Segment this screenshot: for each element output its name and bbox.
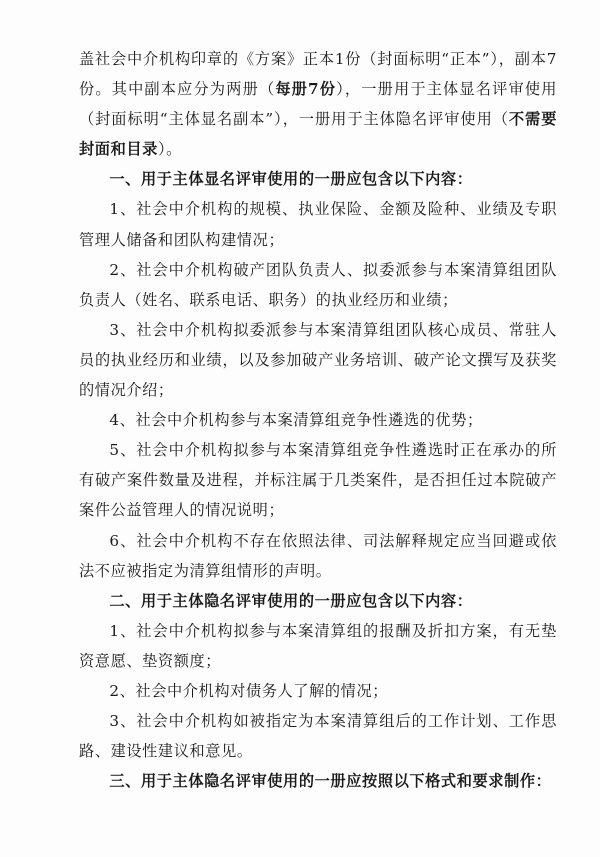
intro-bold-1: 每册7份	[275, 80, 337, 99]
intro-text-3: ）。	[157, 140, 182, 159]
section-2-item-3: 3、社会中介机构如被指定为本案清算组后的工作计划、工作思路、建设性建议和意见。	[79, 712, 557, 761]
section-1-item-3: 3、社会中介机构拟委派参与本案清算组团队核心成员、常驻人员的执业经历和业绩，以及参加破产业务培训、破产论文撰写及获奖的情况介绍；	[79, 320, 557, 400]
section-2-item-1: 1、社会中介机构拟参与本案清算组的报酬及折扣方案，有无垫资意愿、垫资额度；	[79, 621, 557, 670]
section-1-item-5: 5、社会中介机构拟参与本案清算组竞争性遴选时正在承办的所有破产案件数量及进程，并标注属于几类案件，是否担任过本院破产案件公益管理人的情况说明；	[79, 441, 557, 520]
section-1-item-6: 6、社会中介机构不存在依照法律、司法解释规定应当回避或依法不应被指定为清算组情形的声明。	[79, 531, 557, 580]
section-1-heading: 一、用于主体显名评审使用的一册应包含以下内容：	[109, 170, 473, 189]
intro-bold-2: 不需要封面和目录	[79, 110, 557, 159]
section-3-heading: 三、用于主体隐名评审使用的一册应按照以下格式和要求制作：	[109, 772, 552, 791]
intro-text-1: 盖社会中介机构印章的《方案》正本1份（封面标明“正本”），副本7份。其中副本应分为两册（	[79, 50, 557, 99]
intro-paragraph	[79, 44, 557, 164]
section-2-item-2: 2、社会中介机构对债务人了解的情况；	[109, 681, 389, 700]
section-1-item-2: 2、社会中介机构破产团队负责人、拟委派参与本案清算组团队负责人（姓名、联系电话、职务）的执业经历和业绩；	[79, 260, 557, 309]
intro-text-2: ），一册用于主体显名评审使用（封面标明“主体显名副本”），一册用于主体隐名评审使用（	[79, 80, 557, 129]
section-1-item-1: 1、社会中介机构的规模、执业保险、金额及险种、业绩及专职管理人储备和团队构建情况；	[79, 200, 557, 249]
document-body	[79, 44, 557, 796]
section-1-item-4: 4、社会中介机构参与本案清算组竞争性遴选的优势；	[109, 411, 483, 430]
section-2-heading: 二、用于主体隐名评审使用的一册应包含以下内容：	[109, 591, 473, 610]
